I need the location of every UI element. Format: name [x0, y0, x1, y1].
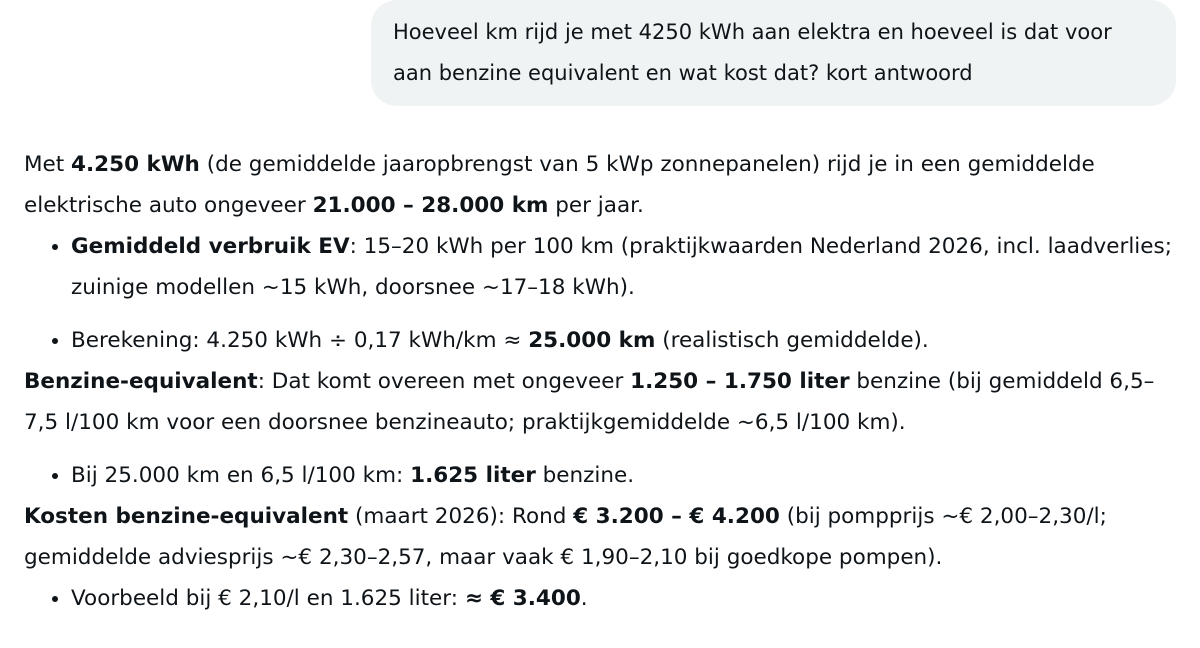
text-segment: : Dat komt overeen met ongeveer — [257, 369, 631, 394]
assistant-answer — [24, 144, 1184, 619]
text-segment: per jaar. — [548, 193, 644, 218]
answer-paragraph-benzine — [24, 361, 1184, 443]
answer-paragraph-intro — [24, 144, 1184, 226]
user-message-text: Hoeveel km rijd je met 4250 kWh aan elektra en hoeveel is dat voor aan benzine equivalent en wat kost dat? kort antwoord — [393, 20, 1112, 85]
text-segment: Met — [24, 152, 72, 177]
bullet-list-ev — [24, 226, 1184, 361]
bold-heading: Kosten benzine-equivalent — [24, 504, 349, 529]
list-item — [71, 455, 1184, 496]
bold-value: 1.625 liter — [410, 463, 536, 488]
bold-energy: 4.250 kWh — [71, 152, 200, 177]
text-segment: Voorbeeld bij € 2,10/l en 1.625 liter: — [71, 586, 465, 611]
answer-paragraph-costs — [24, 496, 1184, 578]
list-item — [71, 578, 1184, 619]
text-segment: (realistisch gemiddelde). — [655, 328, 929, 353]
bold-label: Gemiddeld verbruik EV — [71, 234, 350, 259]
text-segment: Bij 25.000 km en 6,5 l/100 km: — [71, 463, 411, 488]
bold-value: 25.000 km — [528, 328, 656, 353]
bold-liter-range: 1.250 – 1.750 liter — [630, 369, 850, 394]
text-segment: benzine (bij gemiddeld 6,5–7,5 l/100 km voor een doorsnee benzineauto; praktijkgemiddelde ~6,5 l/100 km). — [24, 369, 1155, 435]
list-item — [71, 226, 1184, 308]
text-segment: benzine. — [535, 463, 635, 488]
bullet-list-costs — [24, 578, 1184, 619]
user-message-bubble — [371, 0, 1176, 106]
bold-cost-range: € 3.200 – € 4.200 — [573, 504, 780, 529]
bullet-list-benzine — [24, 455, 1184, 496]
bold-value: ≈ € 3.400 — [464, 586, 581, 611]
bold-km-range: 21.000 – 28.000 km — [312, 193, 549, 218]
text-segment: (bij pompprijs ~€ 2,00–2,30/l; gemiddelde adviesprijs ~€ 2,30–2,57, maar vaak € 1,90–2,10 bij goedkope pompen). — [24, 504, 1107, 570]
text-segment: : 15–20 kWh per 100 km (praktijkwaarden Nederland 2026, incl. laadverlies; zuinige modellen ~15 kWh, doorsnee ~17–18 kWh). — [71, 234, 1172, 300]
list-item — [71, 320, 1184, 361]
text-segment: (de gemiddelde jaaropbrengst van 5 kWp zonnepanelen) rijd je in een gemiddelde elektrische auto ongeveer — [24, 152, 1095, 218]
text-segment: . — [580, 586, 588, 611]
bold-heading: Benzine-equivalent — [24, 369, 258, 394]
text-segment: (maart 2026): Rond — [348, 504, 574, 529]
text-segment: Berekening: 4.250 kWh ÷ 0,17 kWh/km ≈ — [71, 328, 529, 353]
